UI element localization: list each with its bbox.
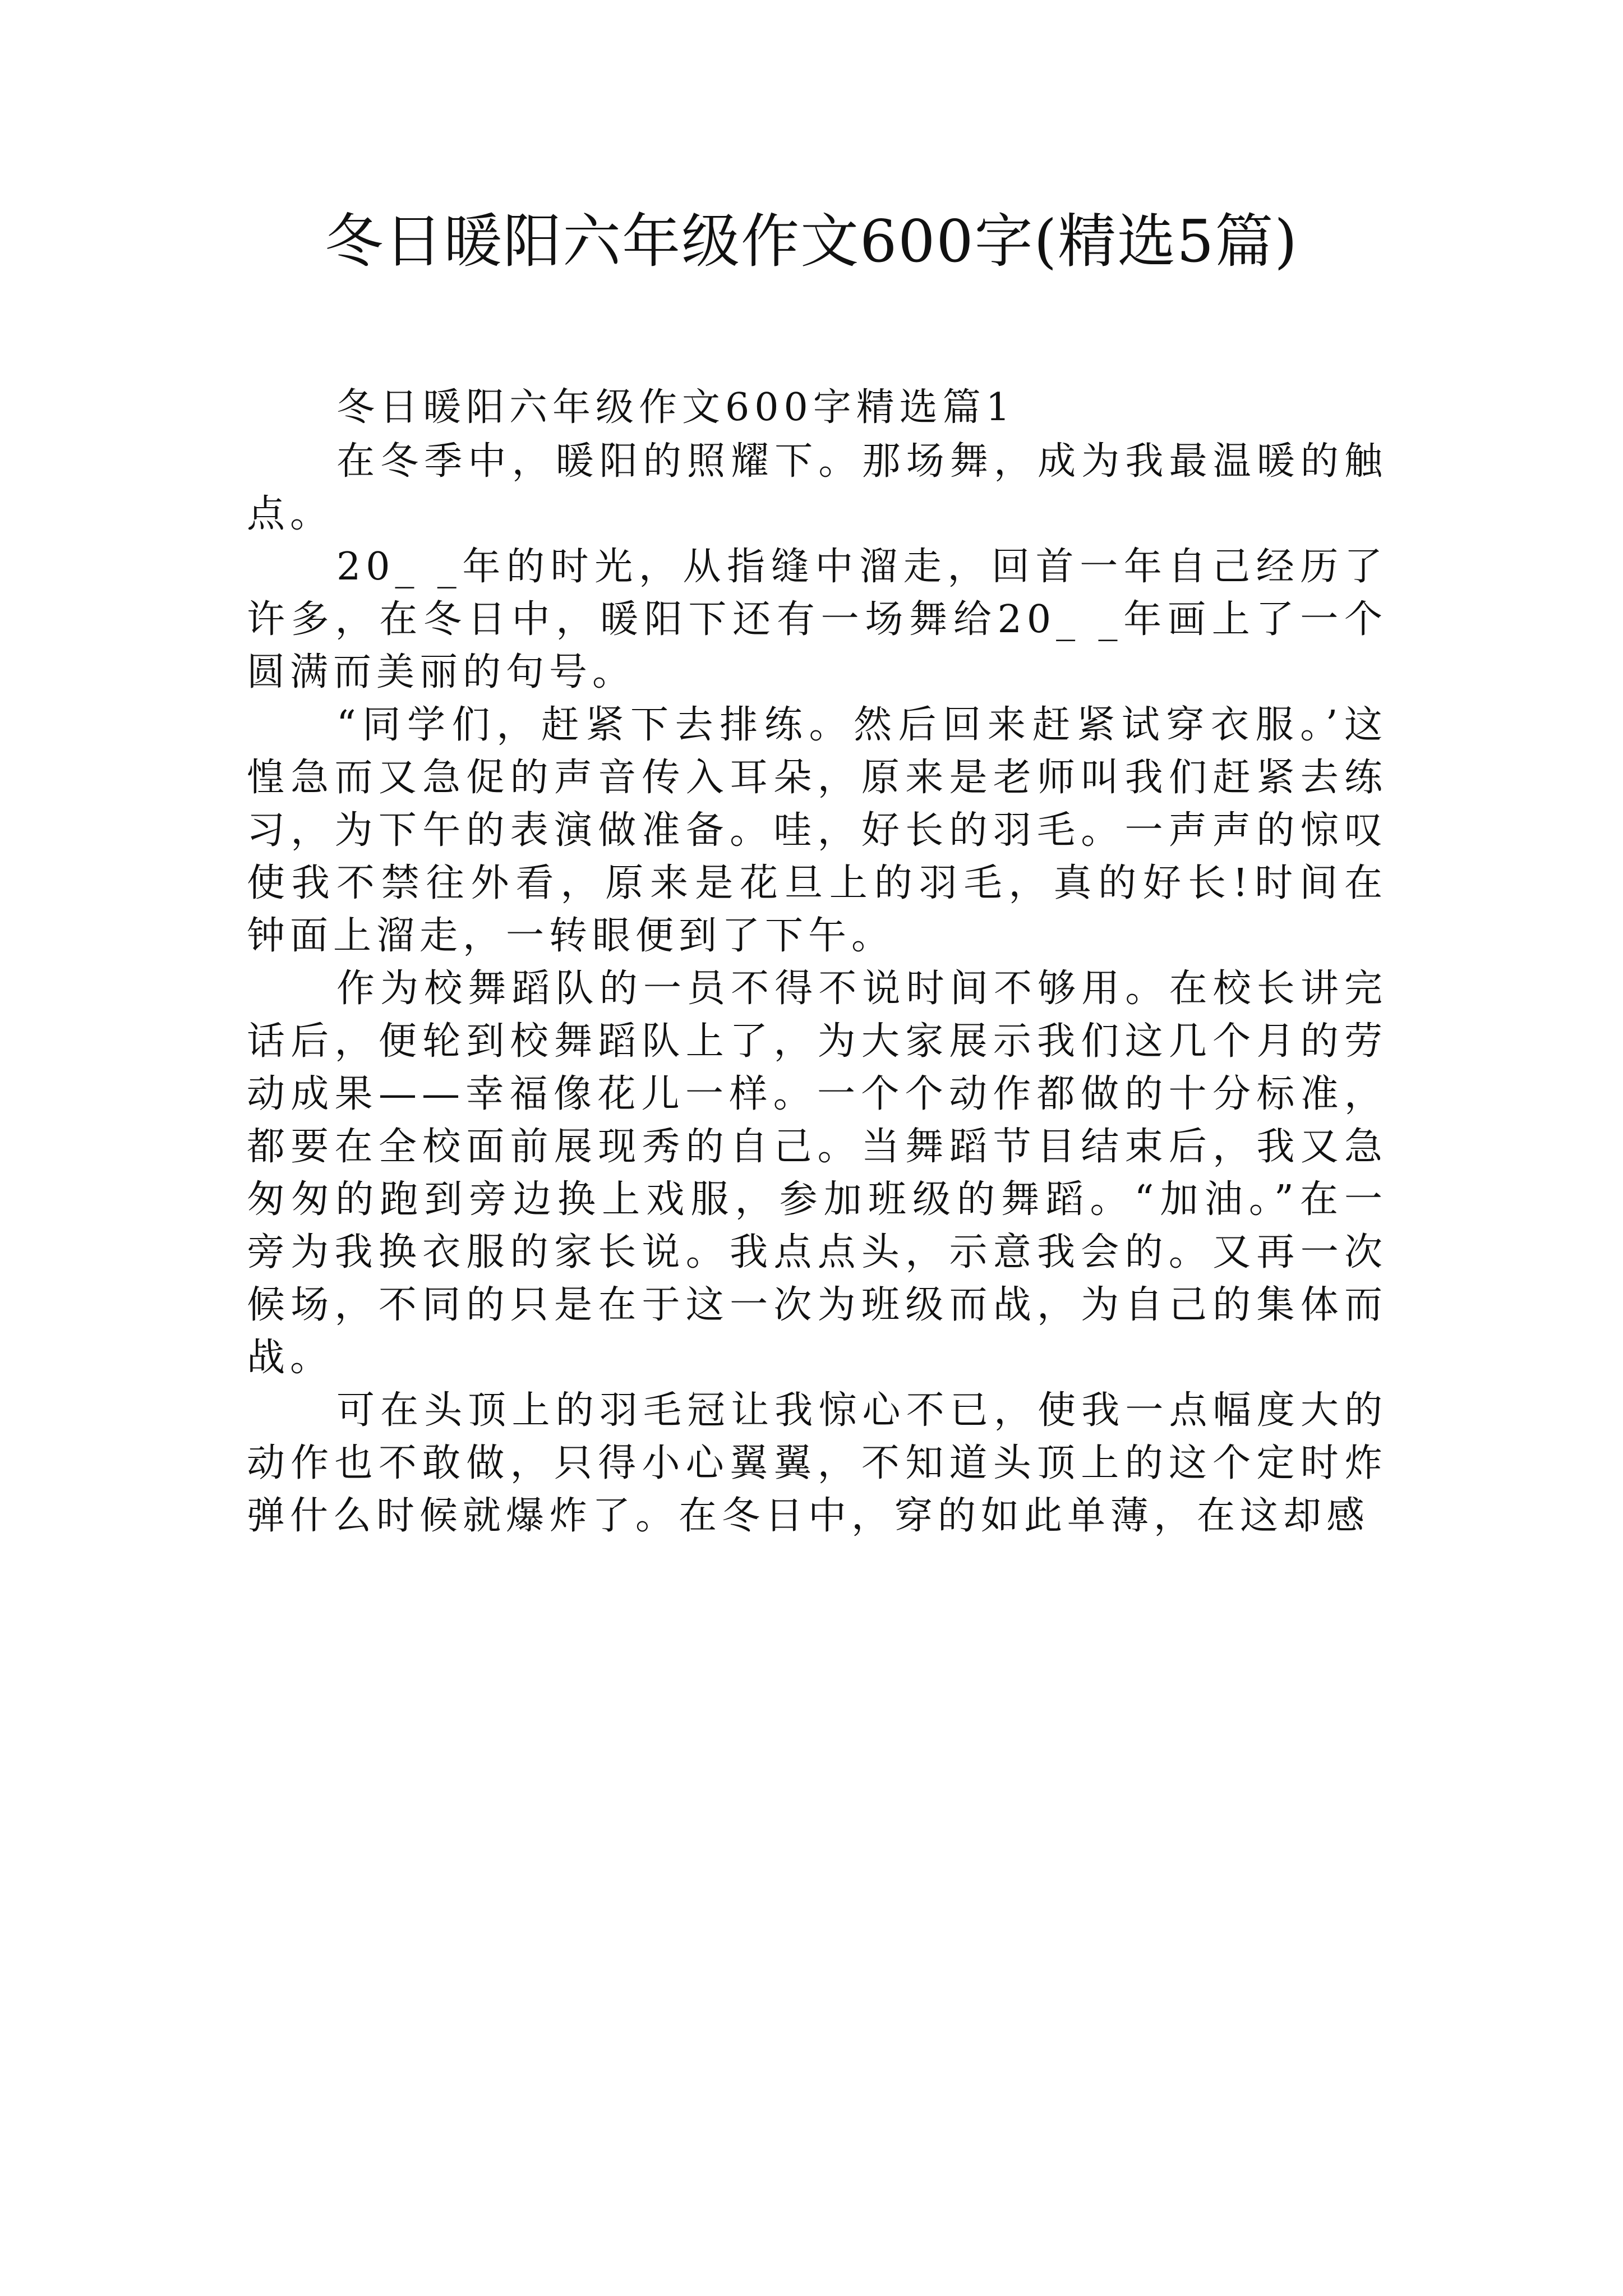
paragraph: 作为校舞蹈队的一员不得不说时间不够用。在校长讲完话后，便轮到校舞蹈队上了，为大家展示我们这几个月的劳动成果——幸福像花儿一样。一个个动作都做的十分标准，都要在全校面前展现秀的自己。当舞蹈节目结束后，我又急匆匆的跑到旁边换上戏服，参加班级的舞蹈。“加油。”在一旁为我换衣服的家长说。我点点头，示意我会的。又再一次候场，不同的只是在于这一次为班级而战，为自己的集体而战。 [247, 967, 1387, 1380]
document-title: 冬日暖阳六年级作文600字(精选5篇) [325, 207, 1298, 275]
paragraph: 可在头顶上的羽毛冠让我惊心不已，使我一点幅度大的动作也不敢做，只得小心翼翼，不知道头顶上的这个定时炸弹什么时候就爆炸了。在冬日中，穿的如此单薄，在这却感 [247, 1388, 1387, 1538]
paragraph: 20_ _年的时光，从指缝中溜走，回首一年自己经历了许多，在冬日中，暖阳下还有一场舞给20_ _年画上了一个圆满而美丽的句号。 [247, 545, 1387, 694]
paragraph: 在冬季中，暖阳的照耀下。那场舞，成为我最温暖的触点。 [247, 439, 1387, 536]
section-heading: 冬日暖阳六年级作文600字精选篇1 [336, 385, 1016, 430]
document-body [247, 381, 1387, 1543]
paragraph: “同学们，赶紧下去排练。然后回来赶紧试穿衣服。’这惶急而又急促的声音传入耳朵，原来是老师叫我们赶紧去练习，为下午的表演做准备。哇，好长的羽毛。一声声的惊叹使我不禁往外看，原来是花旦上的羽毛，真的好长!时间在钟面上溜走，一转眼便到了下午。 [247, 703, 1387, 958]
